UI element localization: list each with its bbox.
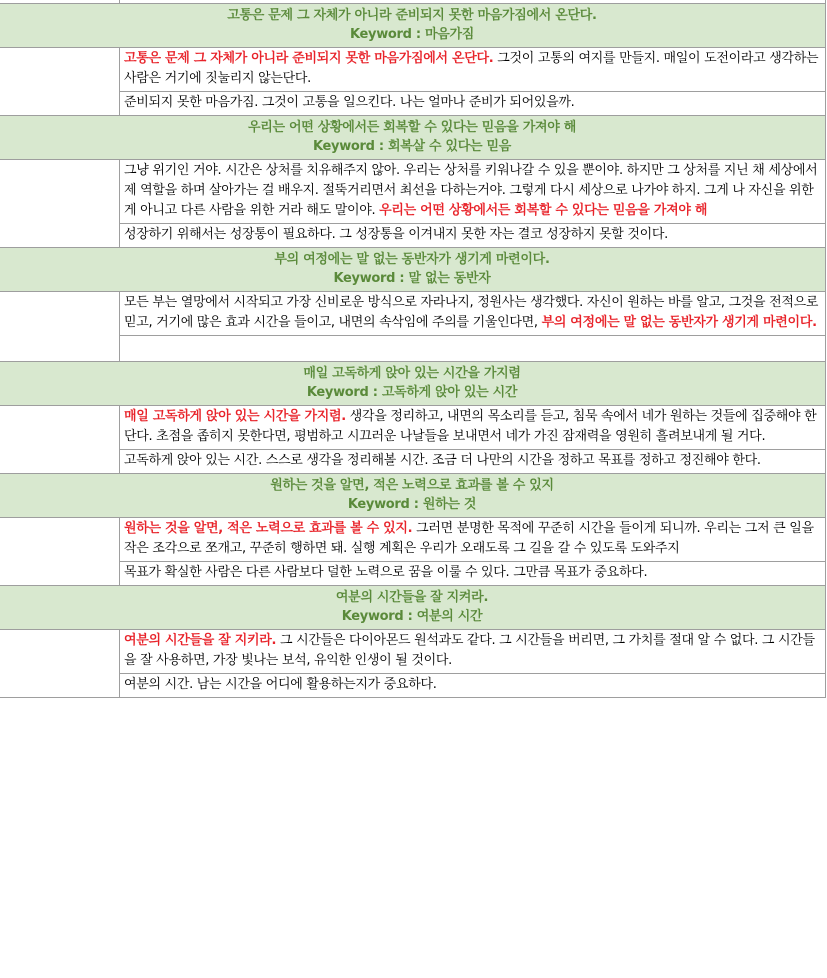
note-row <box>0 92 826 116</box>
section-keyword: Keyword : 원하는 것 <box>347 497 477 512</box>
quote-highlight: 우리는 어떤 상황에서든 회복할 수 있다는 믿음을 가져야 해 <box>379 203 708 218</box>
quote-row <box>0 406 826 450</box>
side-cell <box>0 292 120 362</box>
section-keyword: Keyword : 말 없는 동반자 <box>333 271 491 286</box>
reflection-note: 준비되지 못한 마음가짐. 그것이 고통을 일으킨다. 나는 얼마나 준비가 되어있을까. <box>120 92 826 116</box>
section-keyword: Keyword : 여분의 시간 <box>341 609 483 624</box>
section-header <box>0 248 826 292</box>
section-header <box>0 586 826 630</box>
reflection-note: 여분의 시간. 남는 시간을 어디에 활용하는지가 중요하다. <box>120 674 826 698</box>
quote-body <box>120 160 826 224</box>
note-row <box>0 224 826 248</box>
section-title: 부의 여정에는 말 없는 동반자가 생기게 마련이다. <box>274 252 550 267</box>
note-row <box>0 674 826 698</box>
section-keyword: Keyword : 마음가짐 <box>349 27 475 42</box>
quote-row <box>0 630 826 674</box>
quote-highlight: 매일 고독하게 앉아 있는 시간을 가지렴. <box>124 409 346 424</box>
quote-highlight: 원하는 것을 알면, 적은 노력으로 효과를 볼 수 있지. <box>124 521 413 536</box>
quote-body <box>120 630 826 674</box>
section-title: 우리는 어떤 상황에서든 회복할 수 있다는 믿음을 가져야 해 <box>248 120 576 135</box>
quote-body <box>120 406 826 450</box>
section-title: 매일 고독하게 앉아 있는 시간을 가지렴 <box>303 366 521 381</box>
section-header <box>0 474 826 518</box>
quote-body <box>120 292 826 336</box>
quote-text: 그것이 고통의 여지를 만들지. 매일이 도전이라고 생각하는 사람은 거기에 짓눌리지 않는단다. <box>124 51 819 86</box>
note-row <box>0 562 826 586</box>
section-header <box>0 116 826 160</box>
reflection-note: 성장하기 위해서는 성장통이 필요하다. 그 성장통을 이겨내지 못한 자는 결코 성장하지 못할 것이다. <box>120 224 826 248</box>
section-title: 원하는 것을 알면, 적은 노력으로 효과를 볼 수 있지 <box>270 478 554 493</box>
section-header <box>0 362 826 406</box>
quote-text: 생각을 정리하고, 내면의 목소리를 듣고, 침묵 속에서 네가 원하는 것들에 집중해야 한단다. 초점을 좁히지 못한다면, 평범하고 시끄러운 나날들을 보내면서 네가 가진 잠재력을 영원히 흘려보내게 될 거다. <box>124 409 817 444</box>
quote-body <box>120 48 826 92</box>
reflection-note: 고독하게 앉아 있는 시간. 스스로 생각을 정리해볼 시간. 조금 더 나만의 시간을 정하고 목표를 정하고 정진해야 한다. <box>120 450 826 474</box>
section-keyword: Keyword : 회복살 수 있다는 믿음 <box>312 139 512 154</box>
quote-text: 그냥 위기인 거야. 시간은 상처를 치유해주지 않아. 우리는 상처를 키워나갈 수 있을 뿐이야. 하지만 그 상처를 지닌 채 세상에서 제 역할을 하며 살아가는 걸 배우지. 절뚝거리면서 최선을 다하는거야. 그렇게 다시 세상으로 나가야 하지. 그게 나 자신을 위한 게 아니고 다른 사람을 위한 거라 해도 말이야. <box>124 163 818 218</box>
quote-text: 모든 부는 열망에서 시작되고 가장 신비로운 방식으로 자라나지, 정원사는 생각했다. 자신이 원하는 바를 알고, 그것을 전적으로 믿고, 거기에 많은 효과 시간을 들이고, 내면의 속삭임에 주의를 기울인다면, <box>124 295 819 330</box>
reflection-note <box>120 336 826 362</box>
side-cell <box>0 160 120 248</box>
reflection-note: 목표가 확실한 사람은 다른 사람보다 덜한 노력으로 꿈을 이룰 수 있다. 그만큼 목표가 중요하다. <box>120 562 826 586</box>
side-cell <box>0 518 120 586</box>
quote-text: 그러면 분명한 목적에 꾸준히 시간을 들이게 되니까. 우리는 그저 큰 일을 작은 조각으로 쪼개고, 꾸준히 행하면 돼. 실행 계획은 우리가 오래도록 그 길을 갈 수 있도록 도와주지 <box>124 521 814 556</box>
quote-highlight: 부의 여정에는 말 없는 동반자가 생기게 마련이다. <box>541 315 817 330</box>
section-keyword: Keyword : 고독하게 앉아 있는 시간 <box>306 385 518 400</box>
note-row <box>0 450 826 474</box>
side-cell <box>0 630 120 698</box>
quote-highlight: 여분의 시간들을 잘 지키라. <box>124 633 277 648</box>
section-title: 여분의 시간들을 잘 지켜라. <box>335 590 489 605</box>
quote-body <box>120 518 826 562</box>
quote-row <box>0 518 826 562</box>
quote-row <box>0 292 826 336</box>
quote-row <box>0 48 826 92</box>
quote-row <box>0 160 826 224</box>
section-header <box>0 4 826 48</box>
quote-text: 그 시간들은 다이아몬드 원석과도 같다. 그 시간들을 버리면, 그 가치를 절대 알 수 없다. 그 시간들을 잘 사용하면, 가장 빛나는 보석, 유익한 인생이 될 것이다. <box>124 633 815 668</box>
section-title: 고통은 문제 그 자체가 아니라 준비되지 못한 마음가짐에서 온단다. <box>227 8 597 23</box>
side-cell <box>0 406 120 474</box>
side-cell <box>0 48 120 116</box>
note-row <box>0 336 826 362</box>
quote-highlight: 고통은 문제 그 자체가 아니라 준비되지 못한 마음가짐에서 온단다. <box>124 51 494 66</box>
